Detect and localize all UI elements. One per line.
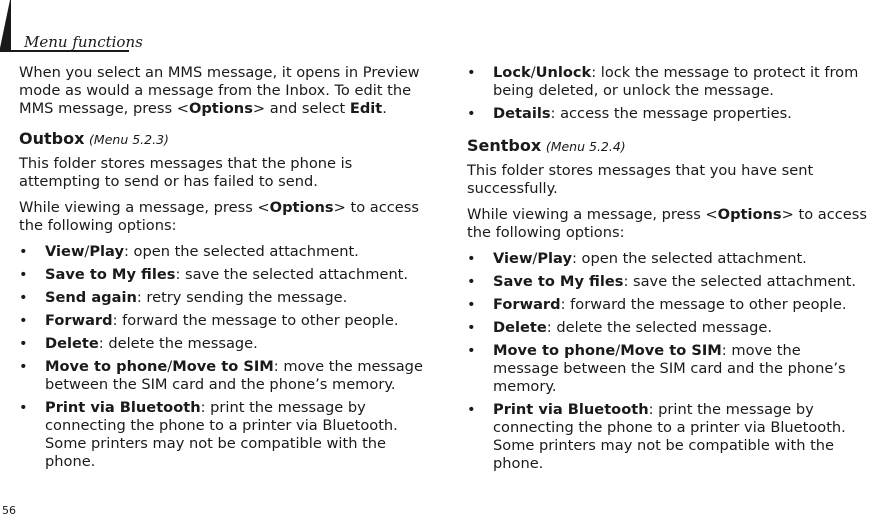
bold-term: Move to SIM [620, 342, 722, 359]
bold-term: Options [717, 206, 782, 223]
bold-term: Forward [493, 296, 561, 313]
bold-term: View [493, 250, 533, 267]
page-header-title: Menu functions [24, 33, 143, 51]
text-run: : forward the message to other people. [560, 296, 847, 313]
bullet-icon: • [467, 319, 476, 336]
options-intro [19, 199, 429, 235]
sentbox-options-list [467, 250, 869, 473]
text-run: / [532, 250, 538, 267]
options-intro [467, 206, 869, 242]
text-run: : move the message between the SIM card and the phone’s memory. [493, 342, 846, 395]
option-item [19, 289, 429, 307]
page-number: 56 [2, 504, 16, 517]
bullet-icon: • [467, 401, 476, 418]
section-title: Sentbox [467, 136, 542, 155]
text-run: / [615, 342, 621, 359]
bold-term: Print via Bluetooth [45, 399, 201, 416]
text-run: : delete the selected message. [546, 319, 773, 336]
text-run: : move the message between the SIM card and the phone’s memory. [45, 358, 423, 393]
option-item [467, 319, 869, 337]
bullet-icon: • [19, 358, 28, 375]
bullet-icon: • [19, 266, 28, 283]
option-item [19, 335, 429, 353]
text-run: / [167, 358, 173, 375]
text-run: > to access the following options: [19, 199, 419, 234]
bold-term: Play [537, 250, 572, 267]
option-item [19, 358, 429, 394]
option-item [19, 243, 429, 261]
outbox-description: This folder stores messages that the phone is attempting to send or has failed to send. [19, 155, 353, 190]
text-run: : lock the message to protect it from being deleted, or unlock the message. [493, 64, 859, 99]
text-run: : open the selected attachment. [123, 243, 359, 260]
bold-term: View [45, 243, 85, 260]
text-run: : retry sending the message. [136, 289, 348, 306]
option-item [467, 342, 869, 396]
option-item [467, 64, 869, 100]
text-run: While viewing a message, press < [467, 206, 718, 223]
bullet-icon: • [467, 273, 476, 290]
bullet-icon: • [467, 250, 476, 267]
text-run: : print the message by connecting the phone to a printer via Bluetooth. Some printers may not be compatible with the phone. [493, 401, 846, 472]
bullet-icon: • [467, 64, 476, 81]
bold-term: Options [269, 199, 334, 216]
header-accent-bar [0, 0, 11, 52]
bullet-icon: • [19, 289, 28, 306]
bold-term: Save to My files [45, 266, 176, 283]
bullet-icon: • [19, 335, 28, 352]
text-run: : delete the message. [98, 335, 258, 352]
option-item [19, 266, 429, 284]
text-run: : access the message properties. [550, 105, 792, 122]
sentbox-description: This folder stores messages that you have sent successfully. [467, 162, 814, 197]
bold-term: Lock [493, 64, 531, 81]
bold-term: Edit [349, 100, 383, 117]
option-item [467, 105, 869, 123]
bold-term: Move to phone [493, 342, 616, 359]
bold-term: Move to phone [45, 358, 168, 375]
right-column [467, 64, 869, 478]
text-run: : forward the message to other people. [112, 312, 399, 329]
bold-term: Send again [45, 289, 137, 306]
bold-term: Move to SIM [172, 358, 274, 375]
text-run: / [84, 243, 90, 260]
bold-term: Print via Bluetooth [493, 401, 649, 418]
left-column [19, 64, 429, 476]
mms-preview-paragraph [19, 64, 429, 118]
bold-term: Options [188, 100, 253, 117]
outbox-options-continued [467, 64, 869, 123]
sentbox-heading [467, 137, 869, 156]
section-title: Outbox [19, 129, 85, 148]
outbox-options-list [19, 243, 429, 471]
bullet-icon: • [467, 105, 476, 122]
text-run: : print the message by connecting the phone to a printer via Bluetooth. Some printers may not be compatible with the phone. [45, 399, 398, 470]
option-item [19, 312, 429, 330]
bold-term: Forward [45, 312, 113, 329]
text-run: When you select an MMS message, it opens in Preview mode as would a message from the Inbox. To edit the MMS message, press < [19, 64, 420, 117]
bold-term: Save to My files [493, 273, 624, 290]
option-item [19, 399, 429, 471]
text-run: : save the selected attachment. [175, 266, 409, 283]
menu-reference: (Menu 5.2.3) [89, 132, 169, 147]
text-run: . [382, 100, 387, 117]
option-item [467, 296, 869, 314]
text-run: : save the selected attachment. [623, 273, 857, 290]
outbox-heading [19, 130, 429, 149]
text-run: > to access the following options: [467, 206, 867, 241]
bold-term: Delete [45, 335, 99, 352]
bold-term: Unlock [535, 64, 592, 81]
bullet-icon: • [19, 312, 28, 329]
text-run: > and select [252, 100, 350, 117]
bold-term: Details [493, 105, 551, 122]
bullet-icon: • [19, 243, 28, 260]
bullet-icon: • [467, 296, 476, 313]
bold-term: Play [89, 243, 124, 260]
bullet-icon: • [19, 399, 28, 416]
option-item [467, 273, 869, 291]
text-run: : open the selected attachment. [571, 250, 807, 267]
option-item [467, 401, 869, 473]
bullet-icon: • [467, 342, 476, 359]
option-item [467, 250, 869, 268]
menu-reference: (Menu 5.2.4) [545, 139, 626, 154]
text-run: While viewing a message, press < [19, 199, 270, 216]
bold-term: Delete [493, 319, 547, 336]
text-run: / [530, 64, 536, 81]
